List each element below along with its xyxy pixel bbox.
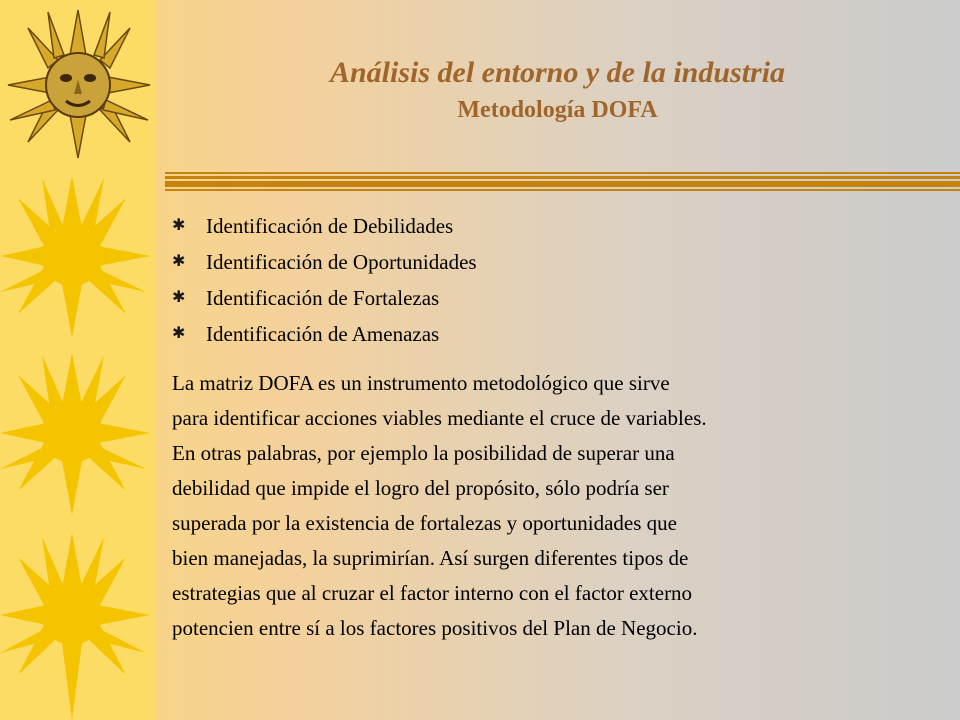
bullet-text: Identificación de Fortalezas <box>206 286 440 310</box>
asterisk-icon: ✱ <box>172 253 186 270</box>
paragraph-line: bien manejadas, la suprimirían. Así surgen diferentes tipos de <box>172 546 689 570</box>
paragraph-line: En otras palabras, por ejemplo la posibilidad de superar una <box>172 441 675 465</box>
list-item <box>172 208 477 244</box>
sun-icon <box>0 345 155 520</box>
paragraph-line: para identificar acciones viables mediante el cruce de variables. <box>172 406 707 430</box>
title-block <box>155 55 960 125</box>
paragraph-line: La matriz DOFA es un instrumento metodológico que sirve <box>172 371 670 395</box>
asterisk-icon: ✱ <box>172 289 186 306</box>
slide-subtitle: Metodología DOFA <box>457 97 658 123</box>
paragraph-line: superada por la existencia de fortalezas y oportunidades que <box>172 511 677 535</box>
bullet-text: Identificación de Amenazas <box>206 322 440 346</box>
bullet-list <box>172 208 477 352</box>
asterisk-icon: ✱ <box>172 217 186 234</box>
sun-icon <box>0 168 155 343</box>
list-item <box>172 316 477 352</box>
title-divider <box>165 172 960 192</box>
body-paragraph <box>172 366 942 646</box>
sun-face-icon <box>0 0 155 165</box>
list-item <box>172 280 477 316</box>
slide-title: Análisis del entorno y de la industria <box>329 56 786 89</box>
paragraph-line: potencien entre sí a los factores positivos del Plan de Negocio. <box>172 616 698 640</box>
sun-icon <box>0 525 155 720</box>
paragraph-line: debilidad que impide el logro del propósito, sólo podría ser <box>172 476 669 500</box>
asterisk-icon: ✱ <box>172 325 186 342</box>
bullet-text: Identificación de Debilidades <box>206 214 454 238</box>
paragraph-line: estrategias que al cruzar el factor interno con el factor externo <box>172 581 693 605</box>
list-item <box>172 244 477 280</box>
bullet-text: Identificación de Oportunidades <box>206 250 477 274</box>
